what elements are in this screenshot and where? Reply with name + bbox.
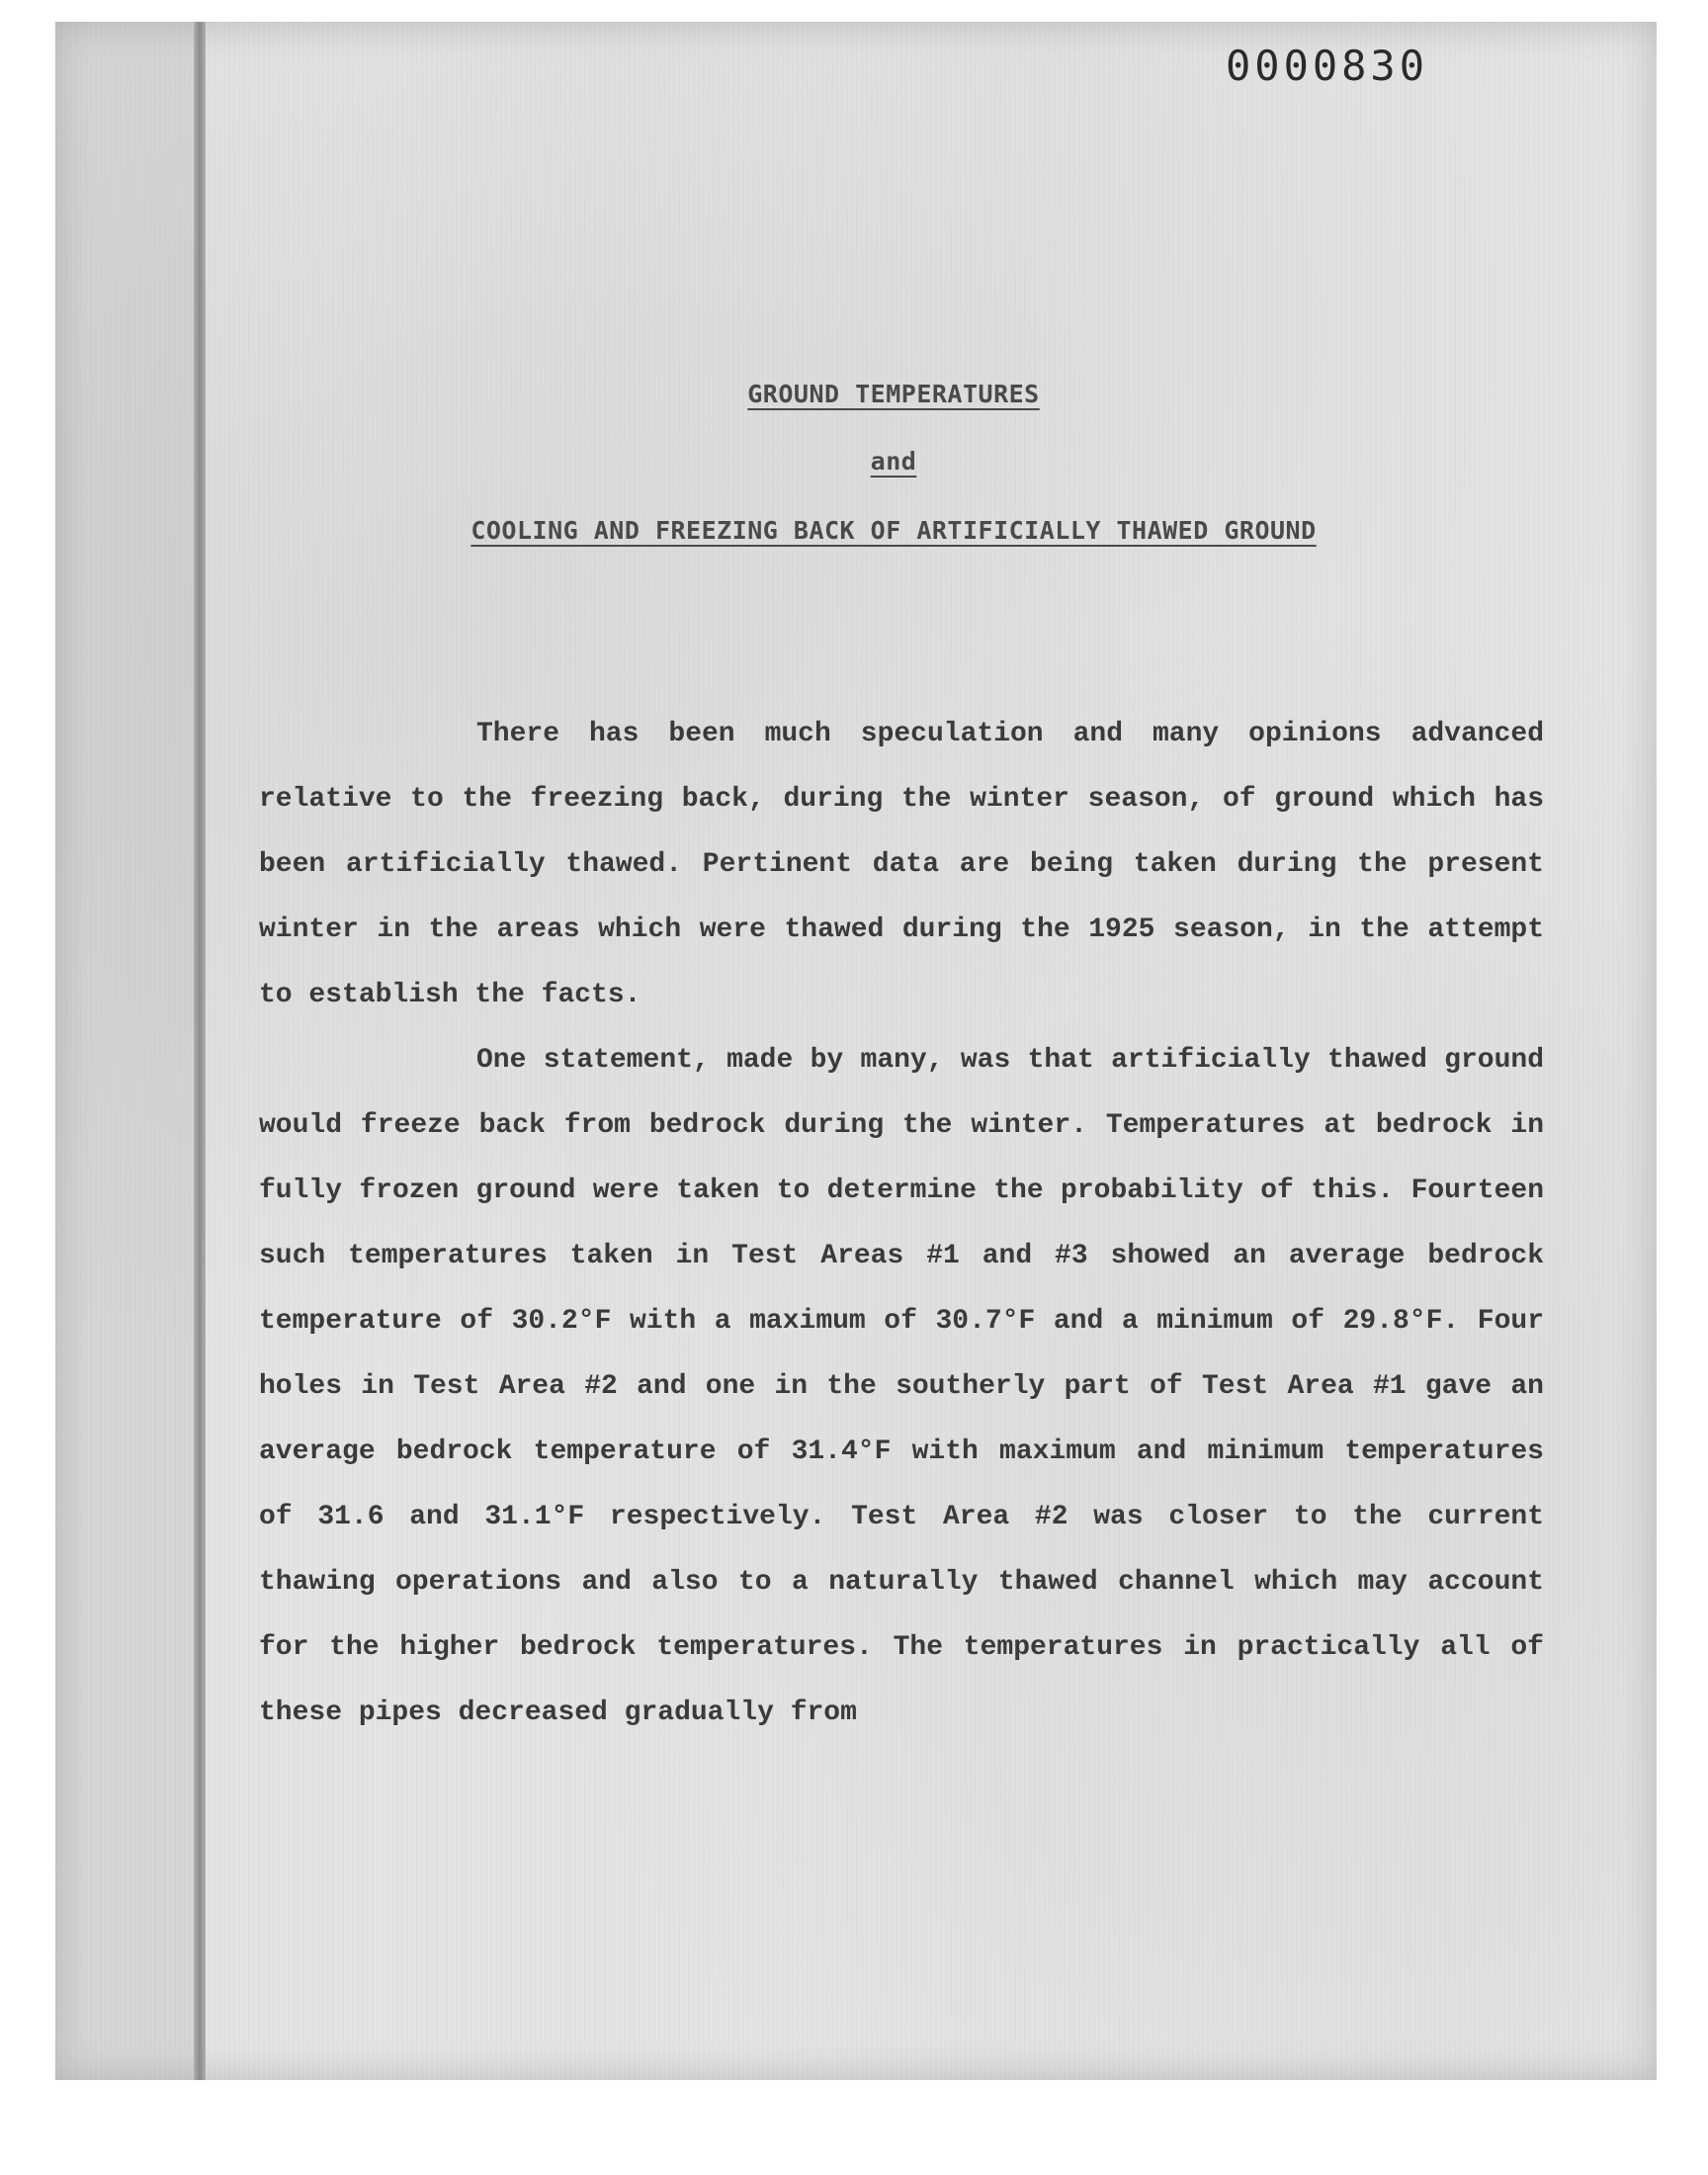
document-number: 0000830 — [1226, 42, 1429, 90]
binding-margin-strip — [55, 22, 194, 2080]
title-cooling-freezing-back: COOLING AND FREEZING BACK OF ARTIFICIALLY THAWED GROUND — [470, 516, 1317, 545]
title-and: and — [870, 447, 917, 476]
document-body — [259, 702, 1544, 1746]
margin-rule-line — [194, 22, 206, 2080]
paragraph-1: There has been much speculation and many opinions advanced relative to the freezing back, during the winter season, of ground which has been artificially thawed. Pertinent data are being taken during the present winter in the areas which were thawed during the 1925 season, in the attempt to establish the facts. — [259, 719, 1544, 1010]
title-ground-temperatures: GROUND TEMPERATURES — [747, 380, 1040, 408]
paragraph-2: One statement, made by many, was that artificially thawed ground would freeze back from bedrock during the winter. Temperatures at bedrock in fully frozen ground were taken to determine the probability of this. Fourteen such temperatures taken in Test Areas #1 and #3 showed an average bedrock temperature of 30.2°F with a maximum of 30.7°F and a minimum of 29.8°F. Four holes in Test Area #2 and one in the southerly part of Test Area #1 gave an average bedrock temperature of 31.4°F with maximum and minimum temperatures of 31.6 and 31.1°F respectively. Test Area #2 was closer to the current thawing operations and also to a naturally thawed channel which may account for the higher bedrock temperatures. The temperatures in practically all of these pipes decreased gradually from — [259, 1045, 1544, 1728]
